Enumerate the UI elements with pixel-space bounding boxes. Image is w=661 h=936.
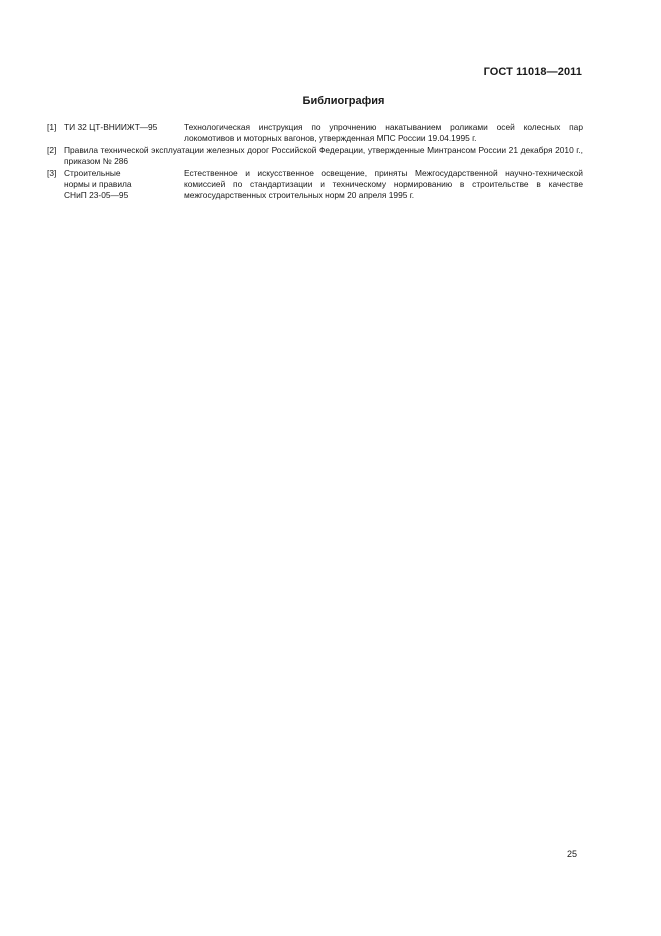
bibliography-list [47, 122, 583, 202]
entry-description: Естественное и искусственное освещение, приняты Межгосударственной научно-технической комиссией по стандартизации и техническому нормированию в строительстве в качестве межгосударственных строительных норм 20 апреля 1995 г. [184, 167, 583, 201]
entry-source [64, 168, 184, 202]
bibliography-entry [47, 145, 583, 168]
entry-source-line: нормы и правила [64, 179, 132, 190]
bibliography-entry [47, 168, 583, 202]
entry-description: Технологическая инструкция по упрочнению накатыванием роликами осей колесных пар локомотивов и моторных вагонов, утвержденная МПС России 19.04.1995 г. [184, 122, 583, 144]
entry-source-line: Строительные [64, 167, 121, 178]
entry-description: Правила технической эксплуатации железных дорог Российской Федерации, утвержденные Минтрансом России 21 декабря 2010 г., приказом № 286 [64, 144, 583, 167]
entry-source: ТИ 32 ЦТ-ВНИИЖТ—95 [64, 122, 158, 132]
page-number: 25 [566, 849, 577, 859]
entry-number: [3] [47, 167, 57, 178]
entry-number: [2] [47, 144, 57, 155]
entry-source-line: СНиП 23-05—95 [64, 190, 129, 201]
section-title: Библиография [302, 95, 385, 107]
entry-number: [1] [47, 122, 57, 132]
document-code: ГОСТ 11018—2011 [483, 66, 582, 78]
bibliography-entry [47, 122, 583, 145]
